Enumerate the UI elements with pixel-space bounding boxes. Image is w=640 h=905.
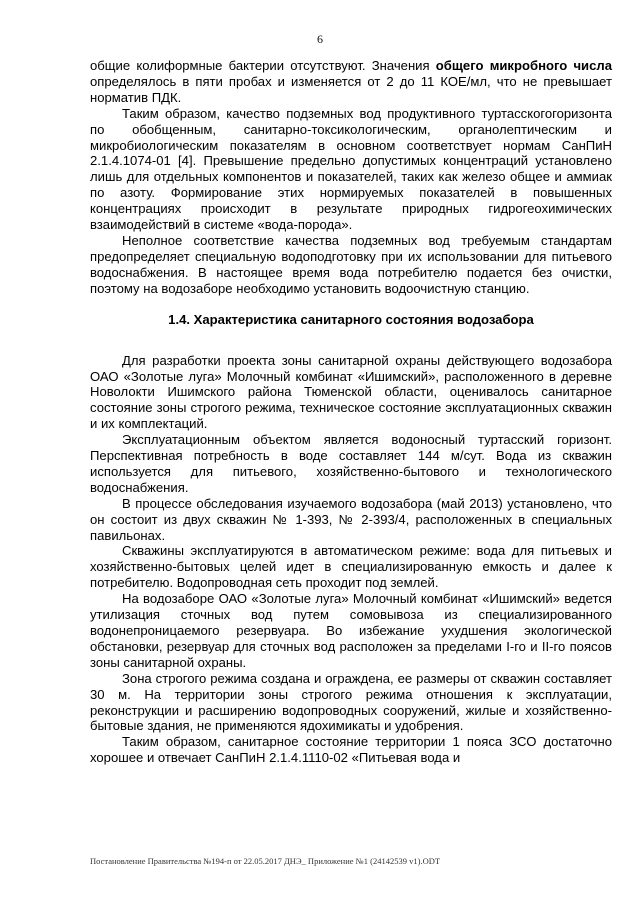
paragraph-project: Для разработки проекта зоны санитарной охраны действующего водозабора ОАО «Золотые луга» Молочный комбинат «Ишимский», расположенного в деревне Новолокти Ишимского района Тюменской области, оценивалось санитарное состояние зоны строгого режима, техническое состояние эксплуатационных скважин и их комплектаций. <box>90 352 612 432</box>
section-heading: 1.4. Характеристика санитарного состояния водозабора <box>168 311 534 327</box>
paragraph-water-treatment: Неполное соответствие качества подземных вод требуемым стандартам предопределяет специальную водоподготовку при их использовании для питьевого водоснабжения. В настоящее время вода потребителю подается без очистки, поэтому на водозаборе необходимо установить водоочистную станцию. <box>90 232 612 296</box>
paragraph-conclusion: Таким образом, санитарное состояние территории 1 пояса ЗСО достаточно хорошее и отвечает СанПиН 2.1.4.1110-02 «Питьевая вода и <box>90 734 612 766</box>
text-span: определялось в пяти пробах и изменяется от 2 до 11 КОЕ/мл, что не превышает норматив ПДК. <box>90 73 612 105</box>
bold-term-microbial-count: общего микробного числа <box>435 58 612 73</box>
paragraph-aquifer: Эксплуатационным объектом является водоносный туртасский горизонт. Перспективная потребность в воде составляет 144 м/сут. Вода из скважин используется для питьевого, хозяйственно-бытового и технологического водоснабжения. <box>90 432 612 495</box>
paragraph-automatic-mode: Скважины эксплуатируются в автоматическом режиме: вода для питьевых и хозяйственно-бытовых целей идет в специализированную емкость и далее к потребителю. Водопроводная сеть проходит под землей. <box>90 543 612 591</box>
page-number: 6 <box>317 32 323 46</box>
paragraph-wastewater: На водозаборе ОАО «Золотые луга» Молочный комбинат «Ишимский» ведется утилизация сточных вод путем сомовывоза из специализированного водонепроницаемого резервуара. Во избежание ухудшения экологической обстановки, резервуар для сточных вод расположен за пределами I-го и II-го поясов зоны санитарной охраны. <box>90 591 612 670</box>
paragraph-strict-zone: Зона строгого режима создана и ограждена, ее размеры от скважин составляет 30 м. На территории зоны строгого режима отношения к эксплуатации, реконструкции и расширению водопроводных сооружений, жилые и хозяйственно-бытовые здания, не применяются ядохимикаты и удобрения. <box>90 670 612 734</box>
document-body <box>90 58 612 766</box>
paragraph-survey: В процессе обследования изучаемого водозабора (май 2013) установлено, что он состоит из двух скважин № 1-393, № 2-393/4, расположенных в специальных павильонах. <box>90 495 612 543</box>
paragraph-microbial <box>90 58 612 106</box>
text-span: общие колиформные бактерии отсутствуют. Значения <box>90 58 436 73</box>
page-footer: Постановление Правительства №194-п от 22.05.2017 ДНЭ_ Приложение №1 (24142539 v1).ODT <box>90 856 441 866</box>
paragraph-quality-summary: Таким образом, качество подземных вод продуктивного туртасскогогоризонта по обобщенным, санитарно-токсикологическим, органолептическим и микробиологическим показателям в основном соответствует нормам СанПиН 2.1.4.1074-01 [4]. Превышение предельно допустимых концентраций установлено лишь для отдельных компонентов и показателей, таких как железо общее и аммиак по азоту. Формирование этих нормируемых показателей в повышенных концентрациях происходит в результате природных гидрогеохимических взаимодействий в системе «вода-порода». <box>90 105 612 233</box>
